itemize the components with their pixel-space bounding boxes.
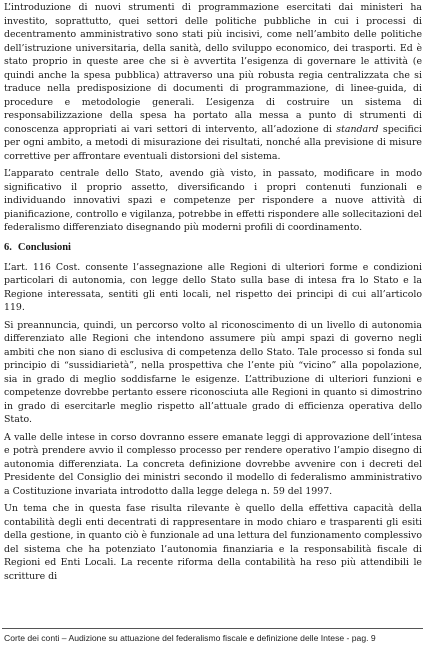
section-number: 6. <box>4 241 12 253</box>
paragraph-programming-tools <box>4 1 422 163</box>
paragraph-text: L’apparato centrale dello Stato, avendo già visto, in passato, modificare in modo significativo il proprio assetto, diversificando i propri contenuti funzionali e individuando innovativi spazi e competenze per rispondere a nuove attività di pianificazione, controllo e vigilanza, potrebbe in effetti rispondere alle sollecitazioni del federalismo differenziato disegnando più moderni profili di coordinamento. <box>4 168 422 233</box>
paragraph-text: specifici per ogni ambito, a metodi di misurazione dei risultati, nonché alla previsione di misure correttive per affrontare eventuali distorsioni del sistema. <box>4 123 422 162</box>
paragraph-text: L’introduzione di nuovi strumenti di programmazione esercitati dai ministeri ha investito, soprattutto, quei settori delle politiche pubbliche in cui i processi di decentramento amministrativo sono stati più incisivi, come nell’ambito delle politiche dell’istruzione universitaria, della sanità, dello sviluppo economico, dei trasporti. Ed è stato proprio in queste aree che si è avvertita l’esigenza di governare le attività (e quindi anche la spesa pubblica) attraverso una più robusta regia centralizzata che si traduce nella predisposizione di documenti di programmazione, di linee-guida, di procedure e metodologie generali. L’esigenza di costruire un sistema di responsabilizzazione della spesa ha portato alla messa a punto di strumenti di conoscenza appropriati ai vari settori di intervento, all’adozione di <box>4 2 422 135</box>
page-footer: Corte dei conti – Audizione su attuazione del federalismo fiscale e definizione delle Intese - pag. 9 <box>4 633 376 643</box>
paragraph-art-116: L’art. 116 Cost. consente l’assegnazione alle Regioni di ulteriori forme e condizioni particolari di autonomia, con legge dello Stato sulla base di intesa fra lo Stato e la Regione interessata, sentiti gli enti locali, nel rispetto dei principi di cui all’articolo 119. <box>4 261 422 313</box>
footer-divider <box>2 628 423 629</box>
emphasis-standard: standard <box>336 123 379 135</box>
paragraph-accounting: Un tema che in questa fase risulta rilevante è quello della effettiva capacità della contabilità degli enti decentrati di rappresentare in modo chiaro e trasparenti gli esiti della gestione, in quanto ciò è funzionale ad una lettura del funzionamento complessivo del sistema che ha potenziato l’autonomia finanziaria e la responsabilità fiscale di Regioni ed Enti Locali. La recente riforma della contabilità ha reso più attendibili le scritture di <box>4 503 422 582</box>
document-body <box>4 1 422 587</box>
section-title: Conclusioni <box>17 241 71 253</box>
paragraph-subsidiarity: Si preannuncia, quindi, un percorso volto al riconoscimento di un livello di autonomia differenziato alle Regioni che intendono assumere più ampi spazi di governo negli ambiti che non siano di esclusiva di competenza dello Stato. Tale processo si fonda sul principio di “sussidiarietà”, nella prospettiva che l’ente più “vicino” alla popolazione, sia in grado di meglio soddisfarne le esigenze. L’attribuzione di ulteriori funzioni e competenze dovrebbe pertanto essere riconosciuta alle Regioni in quanto si dimostrino in grado di esercitarle meglio rispetto all’attuale grado di efficienza operativa dello Stato. <box>4 319 422 425</box>
section-heading <box>4 241 422 255</box>
paragraph-approval-laws: A valle delle intese in corso dovranno essere emanate leggi di approvazione dell’intesa e potrà prendere avvio il complesso processo per rendere operativo l’ampio disegno di autonomia differenziata. La concreta definizione dovrebbe avvenire con i decreti del Presidente del Consiglio dei ministri secondo il modello di federalismo amministrativo a Costituzione invariata introdotto dalla legge delega n. 59 del 1997. <box>4 431 422 497</box>
paragraph-central-apparatus <box>4 167 422 235</box>
